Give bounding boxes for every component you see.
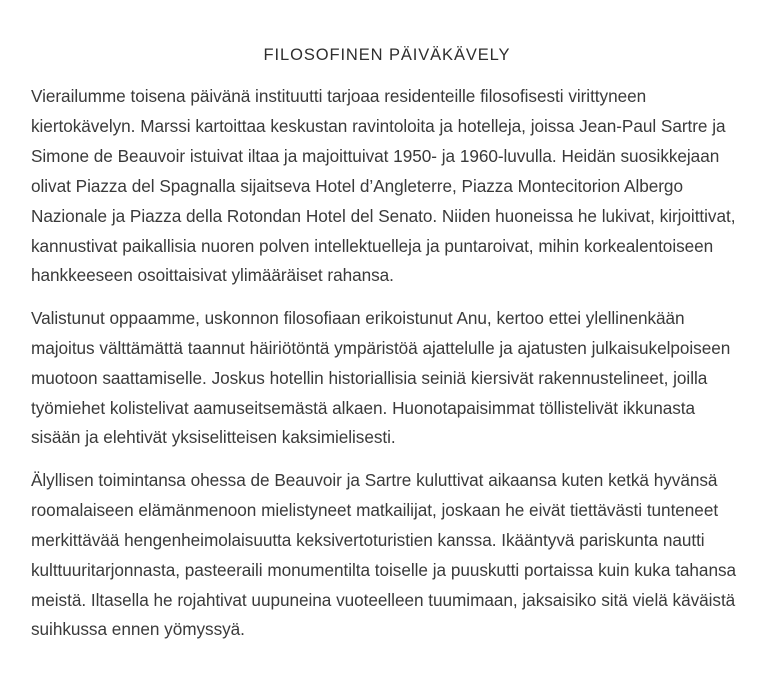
paragraph: Älyllisen toimintansa ohessa de Beauvoir ja Sartre kuluttivat aikaansa kuten ketkä hyvänsä roomalaiseen elämänmenoon mielistyneet matkailijat, joskaan he eivät tiettävästi tunteneet merkittävää hengenheimolaisuutta keksivertoturistien kanssa. Ikääntyvä pariskunta nautti kulttuuritarjonnasta, pasteeraili monumentilta toiselle ja puuskutti portaissa kuin kuka tahansa meistä. Iltasella he rojahtivat uupuneina vuoteelleen tuumimaan, jaksaisiko sitä vielä käväistä suihkussa ennen yömyssyä. <box>31 469 737 640</box>
article-body <box>31 82 745 645</box>
paragraph: Vierailumme toisena päivänä instituutti tarjoaa residenteille filosofisesti virittyneen kiertokävelyn. Marssi kartoittaa keskustan ravintoloita ja hotelleja, joissa Jean-Paul Sartre ja Simone de Beauvoir istuivat iltaa ja majoittuivat 1950- ja 1960-luvulla. Heidän suosikkejaan olivat Piazza del Spagnalla sijaitseva Hotel d’Angleterre, Piazza Montecitorion Albergo Nazionale ja Piazza della Rotondan Hotel del Senato. Niiden huoneissa he lukivat, kirjoittivat, kannustivat paikallisia nuoren polven intellektuelleja ja puntaroivat, mihin korkealentoiseen hankkeeseen osoittaisivat ylimääräiset rahansa. <box>31 86 736 286</box>
page-title: FILOSOFINEN PÄIVÄKÄVELY <box>263 46 511 65</box>
paragraph: Valistunut oppaamme, uskonnon filosofiaan erikoistunut Anu, kertoo ettei ylellinenkään majoitus välttämättä taannut häiriötöntä ympäristöä ajattelulle ja ajatusten julkaisukelpoiseen muotoon saattamiselle. Joskus hotellin historiallisia seiniä kiersivät rakennustelineet, joilla työmiehet kolistelivat aamuseitsemästä alkaen. Huonotapaisimmat töllistelivät ikkunasta sisään ja elehtivät yksiselitteisen kaksimielisesti. <box>31 307 731 448</box>
